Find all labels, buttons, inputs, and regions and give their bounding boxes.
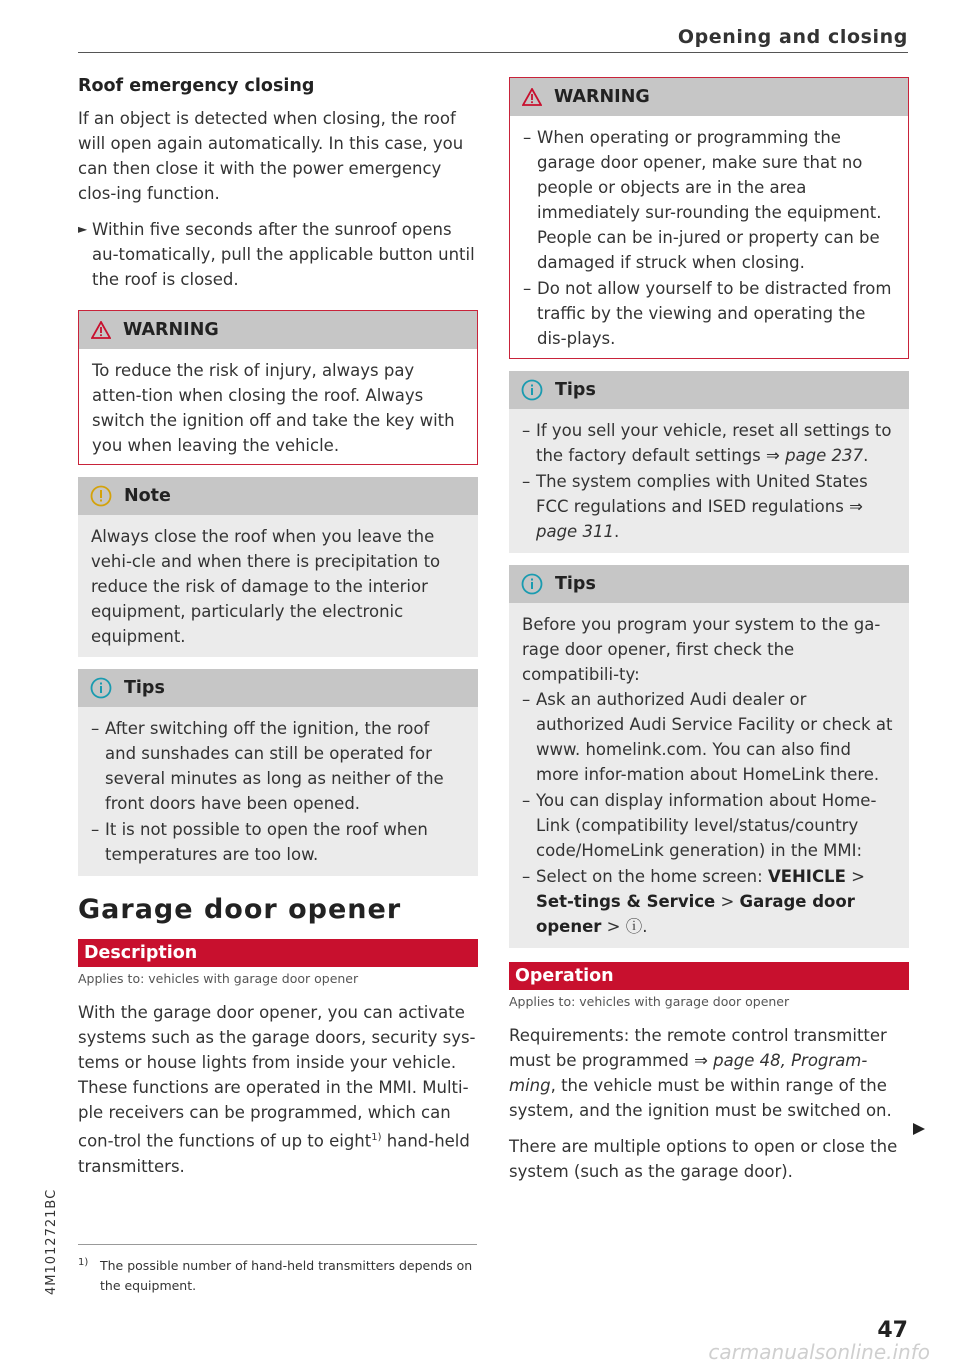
roof-emergency-heading: Roof emergency closing bbox=[78, 76, 315, 96]
tips-list-left bbox=[78, 707, 478, 876]
info-icon bbox=[521, 379, 543, 401]
tips-box-right-1 bbox=[509, 371, 909, 553]
tip-text: Ask an authorized Audi dealer or authorized Audi Service Facility or check at www. homelink.com. You can also find more infor-mation about HomeLink there. bbox=[536, 690, 893, 784]
list-item: – After switching off the ignition, the roof and sunshades can still be operated for several minutes as long as neither of the front doors have been opened. bbox=[91, 716, 465, 816]
list-item: – If you sell your vehicle, reset all settings to the factory default settings ⇒ page 237. bbox=[522, 421, 892, 465]
tips-box-right-2 bbox=[509, 565, 909, 948]
applies-to-left: Applies to: vehicles with garage door opener bbox=[78, 971, 359, 986]
left-column bbox=[78, 70, 478, 1179]
tips-header-left bbox=[78, 669, 478, 707]
list-item: – The system complies with United States FCC regulations and ISED regulations ⇒ page 311. bbox=[522, 472, 868, 541]
footnote-ref: 1) bbox=[371, 1132, 382, 1143]
tips-list-right-1 bbox=[509, 409, 909, 553]
desc-text-end: hand-held transmitters. bbox=[78, 1131, 470, 1176]
footnote-number: 1) bbox=[78, 1257, 89, 1268]
list-item: – It is not possible to open the roof when temperatures are too low. bbox=[91, 817, 465, 867]
operation-bar: Operation bbox=[509, 962, 909, 990]
list-item: – When operating or programming the garage door opener, make sure that no people or objects are in the area immediately sur-rounding the equipment. People can be in-jured or property can be damaged if struck when closing. bbox=[523, 125, 895, 275]
garage-warning-title: WARNING bbox=[554, 87, 650, 107]
options-paragraph: There are multiple options to open or close the system (such as the garage door). bbox=[509, 1137, 898, 1181]
roof-warning-title: WARNING bbox=[123, 320, 219, 340]
req-text: Requirements: the remote control transmitter must be programmed bbox=[509, 1026, 887, 1070]
list-item: – Ask an authorized Audi dealer or authorized Audi Service Facility or check at www. homelink.com. You can also find more infor-mation about HomeLink there. bbox=[522, 687, 896, 787]
footnote-text: The possible number of hand-held transmitters depends on the equipment. bbox=[100, 1258, 473, 1293]
note-title: Note bbox=[124, 486, 171, 506]
tip-text: The system complies with United States FCC regulations and ISED regulations bbox=[536, 472, 868, 516]
watermark: carmanualsonline.info bbox=[708, 1340, 930, 1364]
header-divider bbox=[78, 52, 908, 53]
roof-step-text: Within five seconds after the sunroof opens au-tomatically, pull the applicable button until the roof is closed. bbox=[92, 220, 475, 289]
tip-text: After switching off the ignition, the roof and sunshades can still be operated for several minutes as long as neither of the front doors have been opened. bbox=[105, 719, 444, 813]
warning-text: Do not allow yourself to be distracted from traffic by the viewing and operating the dis-plays. bbox=[537, 279, 892, 348]
req-text-end: , the vehicle must be within range of the system, and the ignition must be switched on. bbox=[509, 1076, 892, 1120]
page-link[interactable]: ⇒ page 48, Program-ming bbox=[509, 1051, 868, 1095]
menu-path-vehicle: VEHICLE bbox=[767, 867, 846, 886]
roof-warning-box bbox=[78, 310, 478, 465]
roof-emergency-paragraph: If an object is detected when closing, the roof will open again automatically. In this case, you can then close it with the power emergency clos-ing function. bbox=[78, 109, 464, 203]
step-triangle-icon: ► bbox=[78, 222, 88, 236]
warning-triangle-icon bbox=[91, 321, 111, 339]
tip-text: It is not possible to open the roof when temperatures are too low. bbox=[105, 820, 428, 864]
path-separator: > bbox=[845, 867, 865, 886]
tips-title-right-2: Tips bbox=[555, 574, 596, 594]
tips-title-left: Tips bbox=[124, 678, 165, 698]
note-text: Always close the roof when you leave the vehi-cle and when there is precipitation to reduce the risk of damage to the interior equipment, particularly the electronic equipment. bbox=[91, 527, 441, 646]
garage-door-opener-title: Garage door opener bbox=[78, 894, 402, 925]
desc-text: With the garage door opener, you can activate systems such as the garage doors, security sys-tems or house lights from inside your vehicle. These functions are operated in the MMI. Multi-ple receivers can be programmed, which can con-trol the functions of up to eight bbox=[78, 1003, 476, 1151]
note-box bbox=[78, 477, 478, 657]
path-separator: > bbox=[715, 892, 740, 911]
right-column bbox=[509, 77, 909, 1184]
document-code: 4M1012721BC bbox=[44, 1188, 59, 1295]
roof-emergency-step bbox=[78, 217, 478, 292]
info-icon bbox=[90, 677, 112, 699]
tip-text: If you sell your vehicle, reset all settings to the factory default settings bbox=[536, 421, 892, 465]
garage-warning-box bbox=[509, 77, 909, 359]
tips-intro: Before you program your system to the ga-rage door opener, first check the compatibili-ty: bbox=[522, 615, 881, 684]
description-bar: Description bbox=[78, 939, 478, 967]
info-icon bbox=[521, 573, 543, 595]
warning-triangle-icon bbox=[522, 88, 542, 106]
page-link[interactable]: ⇒ page 237 bbox=[766, 446, 864, 465]
list-item: – Select on the home screen: VEHICLE > Set-tings & Service > Garage door opener > ⓘ. bbox=[522, 867, 865, 936]
section-header-title: Opening and closing bbox=[677, 26, 908, 48]
tips-title-right-1: Tips bbox=[555, 380, 596, 400]
garage-warning-list bbox=[510, 116, 908, 358]
list-item: – You can display information about Home-Link (compatibility level/status/country code/HomeLink generation) in the MMI: bbox=[522, 788, 896, 863]
menu-path-settings: Set-tings & Service bbox=[536, 892, 716, 911]
info-symbol: > ⓘ. bbox=[601, 917, 648, 936]
tips-header-right-2 bbox=[509, 565, 909, 603]
tip-text: You can display information about Home-Link (compatibility level/status/country code/HomeLink generation) in the MMI: bbox=[536, 791, 877, 860]
warning-text: When operating or programming the garage door opener, make sure that no people or objects are in the area immediately sur-rounding the equipment. People can be in-jured or property can be damaged if struck when closing. bbox=[537, 128, 882, 272]
tips-list-right-2 bbox=[509, 603, 909, 948]
tips-box-left bbox=[78, 669, 478, 876]
list-item: – Do not allow yourself to be distracted from traffic by the viewing and operating the dis-plays. bbox=[523, 276, 895, 351]
roof-warning-header bbox=[79, 311, 477, 349]
tip-text: Select on the home screen: bbox=[536, 867, 768, 886]
footnote-divider bbox=[78, 1244, 477, 1245]
note-exclamation-icon bbox=[90, 485, 112, 507]
note-header bbox=[78, 477, 478, 515]
requirements-paragraph bbox=[509, 1023, 909, 1123]
applies-to-right: Applies to: vehicles with garage door opener bbox=[509, 994, 790, 1009]
page-number: 47 bbox=[877, 1318, 908, 1343]
garage-warning-header bbox=[510, 78, 908, 116]
roof-warning-text: To reduce the risk of injury, always pay atten-tion when closing the roof. Always switch the ignition off and take the key with you when leaving the vehicle. bbox=[92, 361, 455, 455]
description-paragraph bbox=[78, 1000, 478, 1179]
menu-path-garage-door-opener: Garage door opener bbox=[536, 892, 855, 936]
page-link[interactable]: ⇒ page 311 bbox=[536, 497, 863, 541]
continue-arrow-icon bbox=[912, 1121, 926, 1140]
tips-header-right-1 bbox=[509, 371, 909, 409]
footnote bbox=[78, 1256, 478, 1296]
